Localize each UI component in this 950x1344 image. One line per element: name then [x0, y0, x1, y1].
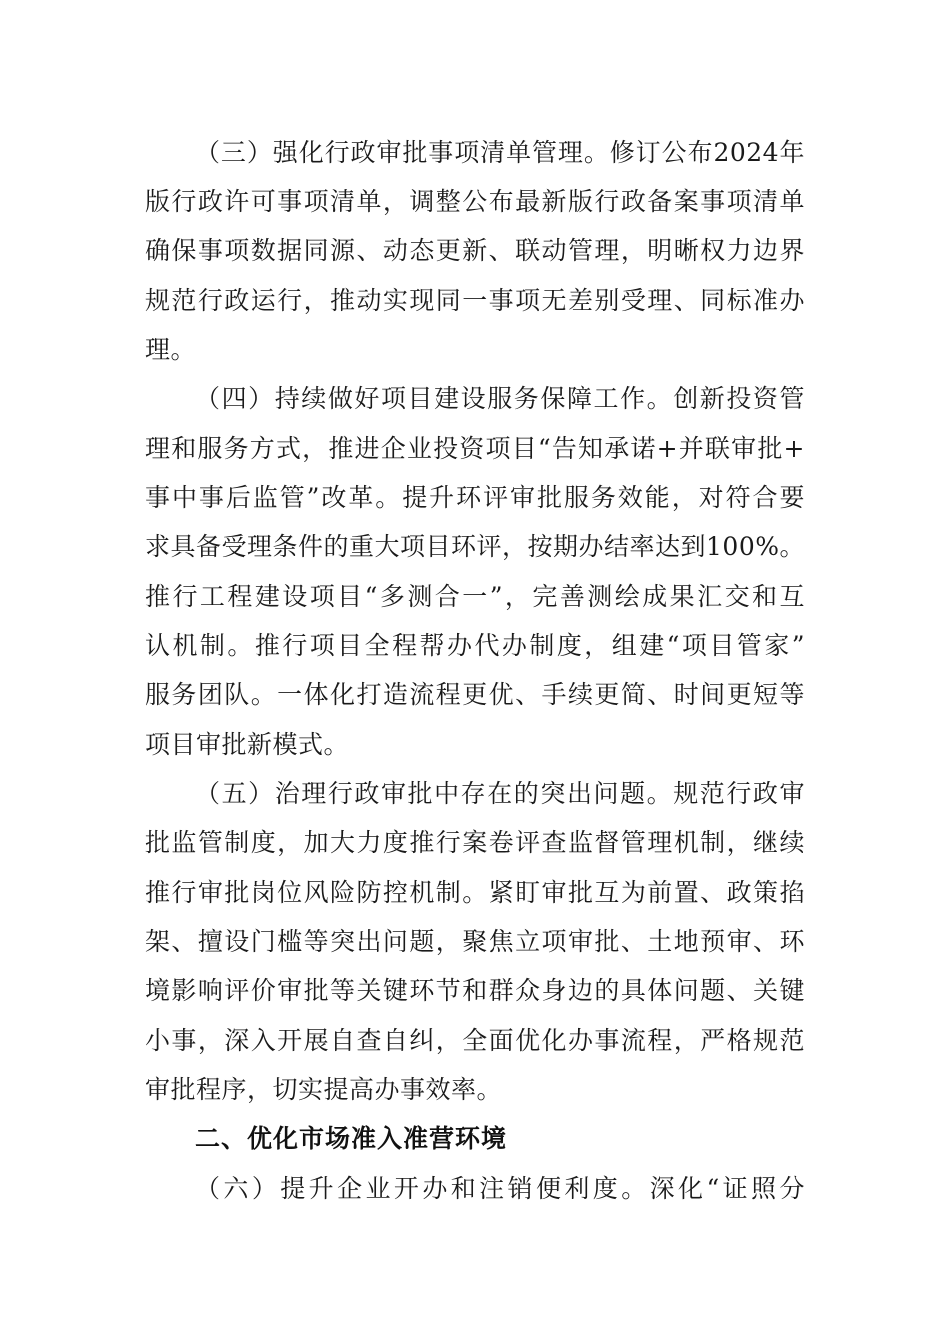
paragraph-4-line-6: 认机制。推行项目全程帮办代办制度，组建“项目管家” — [145, 631, 805, 660]
paragraph-5-line-2: 批监管制度，加大力度推行案卷评查监督管理机制，继续 — [145, 828, 805, 857]
paragraph-3-line-3: 确保事项数据同源、动态更新、联动管理，明晰权力边界 — [145, 236, 805, 265]
paragraph-5-line-5: 境影响评价审批等关键环节和群众身边的具体问题、关键 — [145, 976, 805, 1005]
paragraph-3-line-5: 理。 — [145, 335, 197, 364]
paragraph-4-line-2: 理和服务方式，推进企业投资项目“告知承诺+并联审批+ — [145, 434, 805, 463]
paragraph-5-line-3: 推行审批岗位风险防控机制。紧盯审批互为前置、政策掐 — [145, 878, 805, 907]
paragraph-5-line-6: 小事，深入开展自查自纠，全面优化办事流程，严格规范 — [145, 1026, 805, 1055]
paragraph-5-line-7: 审批程序，切实提高办事效率。 — [145, 1075, 503, 1104]
paragraph-5-line-4: 架、擅设门槛等突出问题，聚焦立项审批、土地预审、环 — [145, 927, 805, 956]
paragraph-4-line-3: 事中事后监管”改革。提升环评审批服务效能，对符合要 — [145, 483, 805, 512]
section-heading: 二、优化市场准入准营环境 — [195, 1124, 508, 1153]
paragraph-3-line-1: （三）强化行政审批事项清单管理。修订公布2024年 — [195, 138, 805, 167]
paragraph-3-line-4: 规范行政运行，推动实现同一事项无差别受理、同标准办 — [145, 286, 805, 315]
paragraph-6-line-1: （六）提升企业开办和注销便利度。深化“证照分 — [195, 1174, 805, 1203]
paragraph-4-line-8: 项目审批新模式。 — [145, 730, 350, 759]
paragraph-5-line-1: （五）治理行政审批中存在的突出问题。规范行政审 — [195, 779, 805, 808]
paragraph-4-line-4: 求具备受理条件的重大项目环评，按期办结率达到100%。 — [145, 532, 805, 561]
paragraph-3-line-2: 版行政许可事项清单，调整公布最新版行政备案事项清单 — [145, 187, 805, 216]
paragraph-4-line-5: 推行工程建设项目“多测合一”，完善测绘成果汇交和互 — [145, 582, 805, 611]
paragraph-4-line-7: 服务团队。一体化打造流程更优、手续更简、时间更短等 — [145, 680, 805, 709]
paragraph-4-line-1: （四）持续做好项目建设服务保障工作。创新投资管 — [195, 384, 805, 413]
